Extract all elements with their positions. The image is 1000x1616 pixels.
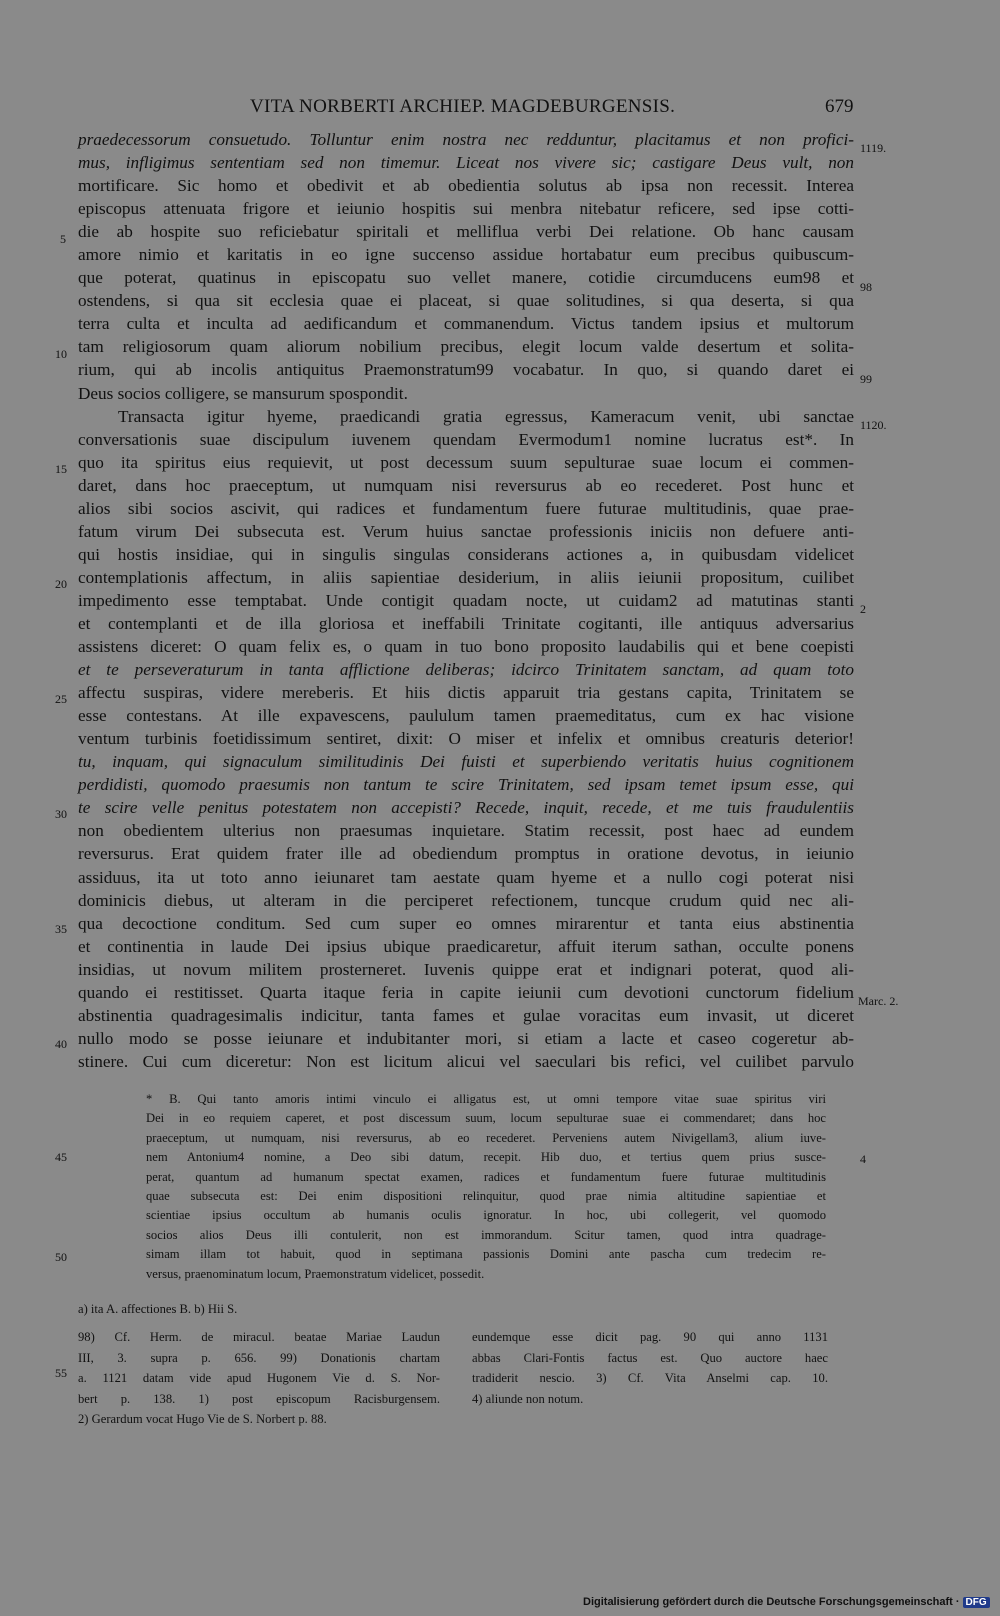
text-line: stinere. Cui cum diceretur: Non est licitum alicui vel saeculari bis refici, vel cuilibet parvulo <box>78 1051 854 1071</box>
text-line: Transacta igitur hyeme, praedicandi gratia egressus, Kameracum venit, ubi sanctae <box>118 406 854 426</box>
line-number: 45 <box>55 1150 67 1164</box>
footnote-line: nem Antonium4 nomine, a Deo sibi datum, recepit. Hib duo, et tertius quem prius susce- <box>146 1150 826 1165</box>
text-line: abstinentia quadragesimalis indicitur, tanta fames et gulae voracitas eum invasit, ut diceret <box>78 1005 854 1025</box>
running-title: VITA NORBERTI ARCHIEP. MAGDEBURGENSIS. <box>250 96 676 117</box>
running-header <box>0 96 1000 122</box>
text-line: Deus socios colligere, se mansurum spospondit. <box>78 383 408 403</box>
text-line: conversationis suae discipulum iuvenem quendam Evermodum1 nomine lucratus est*. In <box>78 429 854 449</box>
margin-note-ref: 98 <box>860 280 872 294</box>
footnote-line: socios alios Deus illi contulerit, non est immorandum. Scitur tamen, quod intra quadrage- <box>146 1227 826 1242</box>
line-number: 15 <box>55 462 67 476</box>
text-line: quo ita spiritus eius requievit, ut post decessum suum sepulturae suae locum ei commen- <box>78 452 854 472</box>
text-line: perdidisti, quomodo praesumis non tantum te scire Trinitatem, sed ipsam temet ipsum esse, qui <box>78 775 854 795</box>
line-number: 20 <box>55 577 67 591</box>
footnote-line: versus, praenominatum locum, Praemonstratum videlicet, possedit. <box>146 1266 485 1281</box>
text-line: impedimento esse temptabat. Unde contigit quadam nocte, ut cuidam2 ad matutinas stanti <box>78 590 854 610</box>
text-line: quando ei restitisset. Quarta itaque feria in capite ieiunii cum devotioni cunctorum fidelium <box>78 982 854 1002</box>
text-line: die ab hospite suo reficiebatur spiritali et melliflua verbi Dei relatione. Ob hanc causam <box>78 222 854 242</box>
line-number: 55 <box>55 1366 67 1380</box>
text-line: et continentia in laude Dei ipsius ubique praedicaretur, affuit iterum sathan, occulte ponens <box>78 936 854 956</box>
line-number: 50 <box>55 1250 67 1264</box>
text-line: rium, qui ab incolis antiquitus Praemonstratum99 vocabatur. In quo, si quando daret ei <box>78 360 854 380</box>
text-line: episcopus attenuata frigore et ieiunio hospitis sui menbra nitebatur reficere, sed ipse cotti- <box>78 199 854 219</box>
footnote-line: * B. Qui tanto amoris intimi vinculo ei alligatus est, ut omni tempore vitae suae spiritus viri <box>146 1092 826 1106</box>
text-line: insidias, ut novum militem prosterneret. Iuvenis quippe erat et indignari poterat, quod ali- <box>78 959 854 979</box>
footer-text: Digitalisierung gefördert durch die Deutsche Forschungsgemeinschaft · <box>583 1596 960 1608</box>
text-line: et te perseveraturum in tanta afflictione deliberas; idcirco Trinitatem sanctam, ad quam toto <box>78 660 854 680</box>
footnote-line: scientiae ipsius occultum ab humanis oculis ignoratur. In hoc, ubi collegerit, vel quomodo <box>146 1208 826 1223</box>
note-line: tradiderit nescio. 3) Cf. Vita Anselmi cap. 10. <box>472 1371 828 1386</box>
text-line: dominicis diebus, ut alteram in die perciperet refectionem, tuncque crudum quid nec ali- <box>78 890 854 910</box>
note-line: 2) Gerardum vocat Hugo Vie de S. Norbert p. 88. <box>78 1412 327 1427</box>
dfg-logo: DFG <box>963 1597 990 1608</box>
margin-year: 1119. <box>860 141 887 155</box>
text-line: alios sibi socios ascivit, qui radices et fundamentum fuere futurae multitudinis, quae prae- <box>78 498 854 518</box>
text-line: ostendens, si qua sit ecclesia quae ei placeat, si quae solitudines, si qua deserta, si qua <box>78 291 854 311</box>
text-line: praedecessorum consuetudo. Tolluntur enim nostra nec redduntur, placitamus et non profici- <box>78 130 854 149</box>
note-line: abbas Clari-Fontis factus est. Quo auctore haec <box>472 1350 828 1365</box>
line-number: 25 <box>55 692 67 706</box>
main-text <box>78 128 854 1096</box>
text-line: qui hostis insidiae, qui in singulis singulas considerans actiones a, in quibusdam videlicet <box>78 544 854 564</box>
text-line: assiduus, ita ut toto anno ieiunaret tam aestate quam hyeme et a nullo cogi poterat nisi <box>78 867 854 887</box>
margin-note-ref: 2 <box>860 602 866 616</box>
note-line: eundemque esse dicit pag. 90 qui anno 1131 <box>472 1330 828 1344</box>
text-line: esse contestans. At ille expavescens, paululum tamen praemeditatus, cum ex hac visione <box>78 706 854 726</box>
text-line: reversurus. Erat quidem frater ille ad obediendum promptus in oratione devotus, in ieiunio <box>78 844 854 864</box>
text-line: qua decoctione conditum. Sed cum super eo omnes mirarentur et tanta eius abstinentia <box>78 913 854 933</box>
note-line: a. 1121 datam vide apud Hugonem Vie d. S. Nor- <box>78 1371 440 1386</box>
text-line: ventum turbinis foetidissimum sentiret, dixit: O miser et infelix et omnibus creaturis deterior! <box>78 729 854 749</box>
line-number: 40 <box>55 1037 67 1051</box>
footnote-line: simam illam tot habuit, quod in septimana passionis Domini ante pascha cum tredecim re- <box>146 1247 826 1262</box>
note-line: III, 3. supra p. 656. 99) Donationis chartam <box>78 1350 440 1365</box>
notes-column-right <box>472 1327 828 1409</box>
text-line: que poterat, quatinus in episcopatu suo vellet manere, cotidie circumducens eum98 et <box>78 268 854 288</box>
digitization-footer <box>583 1596 990 1608</box>
variant-readings: a) ita A. affectiones B. b) Hii S. <box>78 1302 238 1316</box>
text-line: fatum virum Dei subsecuta est. Verum huius sanctae professionis iniciis non defuere anti- <box>78 521 854 541</box>
text-line: daret, dans hoc praeceptum, ut numquam nisi reversurus ab eo recederet. Post hunc et <box>78 475 854 495</box>
text-line: mus, infligimus sententiam sed non timemur. Liceat nos vivere sic; castigare Deus vult, non <box>78 153 854 173</box>
footnote-star <box>146 1090 826 1284</box>
text-line: mortificare. Sic homo et obedivit et ab obedientia solutus ab ipsa non recessit. Interea <box>78 176 854 196</box>
line-number: 30 <box>55 807 67 821</box>
margin-note-ref: 4 <box>860 1152 866 1166</box>
page-number: 679 <box>825 96 854 117</box>
text-line: non obedientem ulterius non praesumas inquietare. Statim recessit, post haec ad eundem <box>78 821 854 841</box>
note-line: bert p. 138. 1) post episcopum Racisburgensem. <box>78 1391 440 1406</box>
note-line: 98) Cf. Herm. de miracul. beatae Mariae Laudun <box>78 1330 440 1344</box>
text-line: tam religiosorum quam aliorum nobilium precibus, elegit locum valde desertum et solita- <box>78 337 854 357</box>
footnote-line: Dei in eo requiem caperet, et post discessum suum, locum sepulturae suae ei commendaret; dans hoc <box>146 1111 826 1126</box>
text-line: amore nimio et karitatis in eo igne succenso assidue hortabatur eum precibus quibuscum- <box>78 245 854 265</box>
margin-bible-ref: Marc. 2. <box>858 994 899 1008</box>
margin-note-ref: 99 <box>860 372 872 386</box>
footnote-line: quae subsecuta est: Dei enim dispositioni relinquitur, quod prae nimia altitudine sapientiae et <box>146 1188 826 1203</box>
text-line: tu, inquam, qui signaculum similitudinis Dei fuisti et superbiendo veritatis huius cognitionem <box>78 752 854 772</box>
text-line: terra culta et inculta ad aedificandum et commanendum. Victus tandem ipsius et multorum <box>78 314 854 334</box>
line-number: 10 <box>55 347 67 361</box>
text-line: et contemplanti et de illa gloriosa et ineffabili Trinitate cogitanti, ille antiquus adversarius <box>78 613 854 633</box>
margin-year: 1120. <box>860 418 887 432</box>
text-line: te scire velle penitus potestatem non accepisti? Recede, inquit, recede, et me tuis fraudulentiis <box>78 798 854 818</box>
text-line: affectu suspiras, videre mereberis. Et hiis dictis apparuit tria gestans capita, Trinitatem se <box>78 683 854 703</box>
line-number: 35 <box>55 922 67 936</box>
text-line: nullo modo se posse ieiunare et indubitanter mori, si etiam a lacte et caseo cogeretur ab- <box>78 1028 854 1048</box>
note-line: 4) aliunde non notum. <box>472 1391 584 1406</box>
text-line: contemplationis affectum, in aliis sapientiae desiderium, in aliis ieiunii propositum, cuilibet <box>78 567 854 587</box>
footnote-line: praeceptum, ut numquam, nisi reversurus, ab eo recederet. Perveniens autem Nivigellam3, alium iuve- <box>146 1130 826 1145</box>
line-number: 5 <box>60 232 66 246</box>
notes-column-left <box>78 1327 440 1430</box>
footnote-line: perat, quantum ad humanum spectat examen, radices et fundamentum fuere futurae multitudinis <box>146 1169 826 1184</box>
text-line: assistens diceret: O quam felix es, o quam in tuo bono proposito laudabilis qui et bene coepisti <box>78 637 854 657</box>
